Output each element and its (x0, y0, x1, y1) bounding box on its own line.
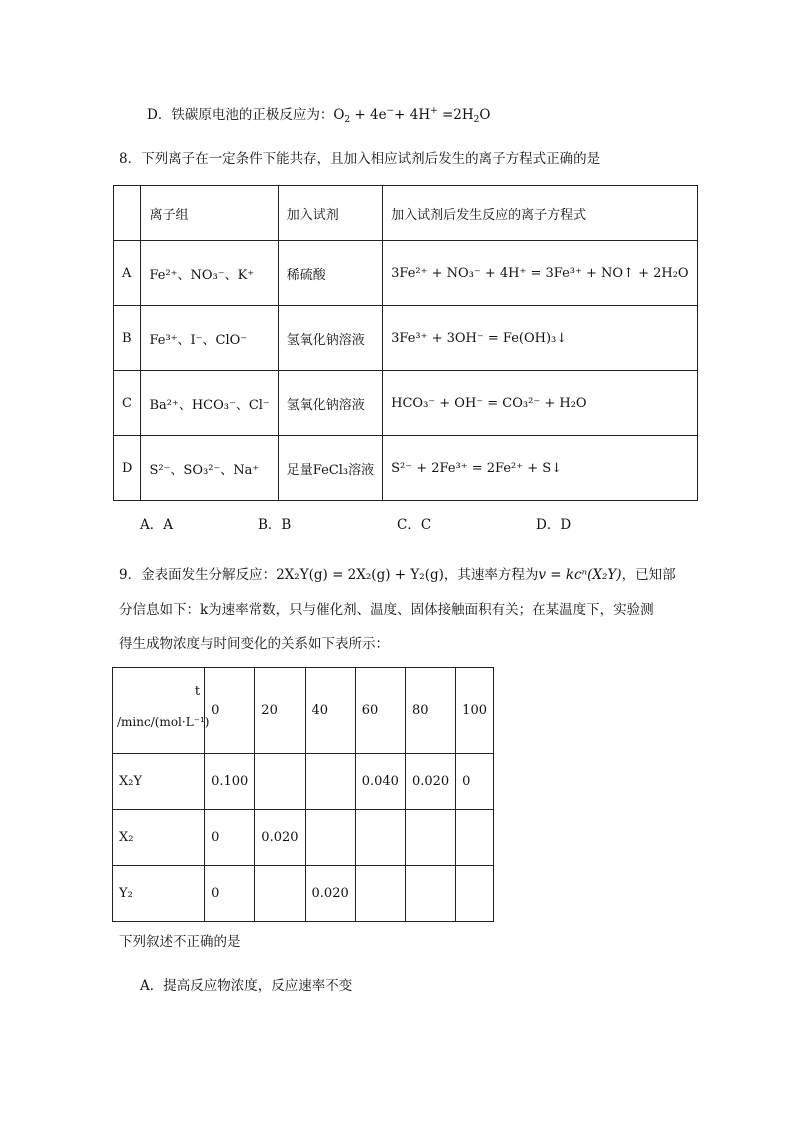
q8-header-ions: 离子组 (141, 186, 278, 241)
q8-option-a: A．A (140, 517, 173, 533)
q9-cell: 0.020 (305, 866, 355, 922)
q8-row-label: B (114, 306, 141, 371)
q9-time: 0 (205, 668, 255, 754)
q8-row-reagent: 足量FeCl₃溶液 (278, 436, 382, 501)
q9-cell: 0 (205, 810, 255, 866)
q8-row-reagent: 氢氧化钠溶液 (278, 371, 382, 436)
q9-time: 40 (305, 668, 355, 754)
q9-time: 100 (456, 668, 494, 754)
q8-row-reagent: 氢氧化钠溶液 (278, 306, 382, 371)
q8-header-row (114, 186, 698, 241)
q8-row-ions: Fe²⁺、NO₃⁻、K⁺ (141, 241, 278, 306)
q9-stem-line2: 分信息如下：k为速率常数，只与催化剂、温度、固体接触面积有关；在某温度下，实验测 (119, 602, 654, 618)
q9-corner-t: t (194, 684, 201, 699)
q9-cell: 0 (456, 754, 494, 810)
q8-row (114, 371, 698, 436)
q8-row-reagent: 稀硫酸 (278, 241, 382, 306)
q9-prompt: 下列叙述不正确的是 (119, 934, 241, 950)
q9-cell (405, 866, 455, 922)
q7-d-mid1: + 4e (350, 107, 387, 123)
q8-stem: 8．下列离子在一定条件下能共存，且加入相应试剂后发生的离子方程式正确的是 (119, 151, 601, 167)
q9-cell: 0.100 (205, 754, 255, 810)
q9-rate-equation: v = kcⁿ(X₂Y) (538, 567, 622, 583)
q8-row-label: D (114, 436, 141, 501)
q8-option-d: D．D (536, 517, 572, 533)
q9-time: 60 (355, 668, 405, 754)
q8-row-ions: Fe³⁺、I⁻、ClO⁻ (141, 306, 278, 371)
q9-cell (305, 754, 355, 810)
q8-row-label: C (114, 371, 141, 436)
q7-d-sub2: 2 (473, 115, 480, 125)
q8-row-ions: Ba²⁺、HCO₃⁻、Cl⁻ (141, 371, 278, 436)
q9-cell (405, 810, 455, 866)
q9-row-label: Y₂ (113, 866, 205, 922)
q8-row-equation: HCO₃⁻ + OH⁻ = CO₃²⁻ + H₂O (383, 371, 697, 436)
q8-header-equation: 加入试剂后发生反应的离子方程式 (383, 186, 697, 241)
q9-time: 80 (405, 668, 455, 754)
q9-cell (456, 810, 494, 866)
q8-header-reagent: 加入试剂 (278, 186, 382, 241)
q9-row (113, 754, 494, 810)
q9-cell: 0.040 (355, 754, 405, 810)
q9-cell: 0.020 (255, 810, 305, 866)
q9-row-label: X₂Y (113, 754, 205, 810)
q9-cell (355, 866, 405, 922)
q7-d-sup1: − (386, 106, 395, 116)
q8-row (114, 436, 698, 501)
q9-stem-line1 (119, 563, 676, 583)
q7-d-mid3: =2H (437, 107, 474, 123)
q7-d-sub1: 2 (344, 115, 351, 125)
q9-corner-cell (113, 668, 210, 754)
q9-corner-unit: /minc/(mol·L⁻¹) (117, 715, 210, 729)
q9-cell (255, 866, 305, 922)
q8-row-equation: 3Fe²⁺ + NO₃⁻ + 4H⁺ = 3Fe³⁺ + NO↑ + 2H₂O (383, 241, 697, 306)
q8-row-label: A (114, 241, 141, 306)
q8-row (114, 241, 698, 306)
q7-d-sup2: + (430, 106, 438, 116)
q8-row-equation: 3Fe³⁺ + 3OH⁻ = Fe(OH)₃↓ (383, 306, 697, 371)
q7-d-mid2: + 4H (394, 107, 431, 123)
q9-header-row (113, 668, 494, 754)
q8-row (114, 306, 698, 371)
q9-cell: 0 (205, 866, 255, 922)
q8-row-equation: S²⁻ + 2Fe³⁺ = 2Fe²⁺ + S↓ (383, 436, 697, 501)
q9-row (113, 810, 494, 866)
q7-d-text: D．铁碳原电池的正极反应为：O (147, 107, 345, 123)
q9-cell (355, 810, 405, 866)
q9-stem-1a: 9．金表面发生分解反应： (119, 567, 277, 583)
q9-stem-1c: ，已知部 (621, 567, 676, 583)
q8-table (113, 185, 698, 501)
q9-cell: 0.020 (405, 754, 455, 810)
q9-cell (305, 810, 355, 866)
q9-stem-1b: ，其速率方程为 (443, 567, 539, 583)
q9-option-a: A．提高反应物浓度，反应速率不变 (140, 978, 353, 994)
q9-row-label: X₂ (113, 810, 205, 866)
q9-stem-line3: 得生成物浓度与时间变化的关系如下表所示： (119, 636, 389, 652)
q9-cell (456, 866, 494, 922)
q8-row-ions: S²⁻、SO₃²⁻、Na⁺ (141, 436, 278, 501)
q9-time: 20 (255, 668, 305, 754)
q9-reaction: 2X₂Y(g) = 2X₂(g) + Y₂(g) (276, 567, 444, 583)
q9-row (113, 866, 494, 922)
q7-d-end: O (479, 107, 491, 123)
q8-header-corner (114, 186, 141, 241)
q9-cell (255, 754, 305, 810)
q7-option-d (147, 103, 490, 125)
q9-table (112, 667, 494, 922)
q8-option-b: B．B (258, 517, 292, 533)
q8-option-c: C．C (397, 517, 432, 533)
